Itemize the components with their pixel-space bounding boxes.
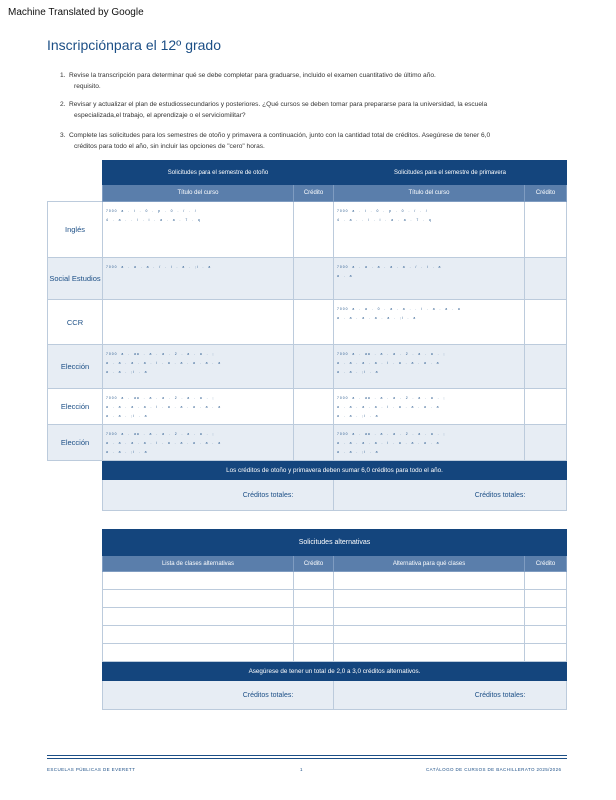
alternate-class-cell[interactable]: [103, 572, 294, 590]
spring-semester-header: Solicitudes para el semestre de primavera: [334, 161, 567, 185]
machine-translated-label: Machine Translated by Google: [8, 7, 144, 18]
footer-rule: [47, 755, 567, 756]
page-title: Inscripciónpara el 12º grado: [47, 37, 221, 53]
row-label-social-studies: Social Estudios: [48, 258, 103, 300]
fall-course-cell[interactable]: 7000 a . i . 0 . p . 0 . / . / 4 . a . . / . i . a . a . 7 . q: [103, 202, 294, 258]
instruction-text-cont: especializada,el trabajo, el aprendizaje o el serviciomilitar?: [74, 112, 246, 119]
table-row: [103, 626, 567, 644]
footer-page-number: 1: [300, 767, 303, 772]
instruction-number: 1.: [60, 72, 66, 79]
fall-course-cell[interactable]: 7000 a . aa . a . a . 2 . a . a . ; a . a . a . a . i . a . a . a . a . a a . a . ;i . a: [103, 345, 294, 389]
alternate-for-cell[interactable]: [334, 644, 525, 662]
spring-credit-cell[interactable]: [525, 425, 567, 461]
fall-credit-cell[interactable]: [294, 345, 334, 389]
col-alternate-list: Lista de clases alternativas: [103, 556, 294, 572]
instruction-1: [60, 70, 560, 92]
table-row: [103, 572, 567, 590]
fall-semester-header: Solicitudes para el semestre de otoño: [103, 161, 334, 185]
alternate-credit-cell[interactable]: [525, 644, 567, 662]
alternate-credit-cell[interactable]: [525, 572, 567, 590]
alternate-class-cell[interactable]: [103, 626, 294, 644]
col-credit-fall: Crédito: [294, 185, 334, 202]
col-credit: Crédito: [525, 556, 567, 572]
spring-total-label: Créditos totales:: [474, 491, 526, 499]
instruction-text: Complete las solicitudes para los semestres de otoño y primavera a continuación, junto con la cantidad total de créditos. Asegúrese de tener 6,0: [69, 132, 491, 139]
alternates-total-label: Créditos totales:: [242, 691, 294, 699]
alternate-for-cell[interactable]: [334, 608, 525, 626]
spring-course-cell[interactable]: 7000 a . aa . a . a . 2 . a . a . ; a . a . a . a . i . a . a . a . a a . a . ;i . a: [334, 425, 525, 461]
alternate-class-cell[interactable]: [103, 644, 294, 662]
alternate-for-cell[interactable]: [334, 590, 525, 608]
table-row: [103, 644, 567, 662]
fall-total-label: Créditos totales:: [242, 491, 294, 499]
footer-district: ESCUELAS PÚBLICAS DE EVERETT: [47, 767, 136, 772]
empty-corner: [48, 185, 103, 202]
instruction-number: 3.: [60, 132, 66, 139]
alternates-total-label: Créditos totales:: [474, 691, 526, 699]
table-row: [103, 608, 567, 626]
alternate-credit-cell[interactable]: [294, 626, 334, 644]
fall-credit-cell[interactable]: [294, 258, 334, 300]
empty-corner: [48, 461, 103, 480]
col-course-title-fall: Título del curso: [103, 185, 294, 202]
fall-course-cell[interactable]: [103, 300, 294, 345]
alternates-total-right[interactable]: [334, 681, 567, 710]
spring-credit-cell[interactable]: [525, 389, 567, 425]
alternate-for-cell[interactable]: [334, 572, 525, 590]
row-label-elective-1: Elección: [48, 345, 103, 389]
fall-course-cell[interactable]: 7000 a . aa . a . a . 2 . a . a . ; a . a . a . a . i . a . a . a . a . a a . a . ;i . a: [103, 425, 294, 461]
row-label-elective-3: Elección: [48, 425, 103, 461]
alternate-credit-cell[interactable]: [294, 590, 334, 608]
col-alternate-for: Alternativa para qué clases: [334, 556, 525, 572]
fall-credit-cell[interactable]: [294, 300, 334, 345]
table-row: [48, 389, 567, 425]
spring-credit-cell[interactable]: [525, 258, 567, 300]
instruction-text: Revisar y actualizar el plan de estudiossecundarios y posteriores. ¿Qué cursos se deben tomar para prepararse para la universidad, la escuela: [69, 101, 488, 108]
col-course-title-spring: Título del curso: [334, 185, 525, 202]
col-credit: Crédito: [294, 556, 334, 572]
row-label-elective-2: Elección: [48, 389, 103, 425]
spring-credit-cell[interactable]: [525, 300, 567, 345]
row-label-english: Inglés: [48, 202, 103, 258]
instruction-number: 2.: [60, 101, 66, 108]
fall-course-cell[interactable]: 7000 a . aa . a . a . 2 . a . a . ; a . a . a . a . i . a . a . a . a . a a . a . ;i . a: [103, 389, 294, 425]
col-credit-spring: Crédito: [525, 185, 567, 202]
alternate-for-cell[interactable]: [334, 626, 525, 644]
table-row: [48, 202, 567, 258]
fall-credit-cell[interactable]: [294, 389, 334, 425]
alternate-credit-cell[interactable]: [525, 608, 567, 626]
spring-course-cell[interactable]: 7000 a . aa . a . a . 2 . a . a . ; a . a . a . a . i . a . a . a . a a . a . ;i . a: [334, 345, 525, 389]
spring-course-cell[interactable]: 7000 a . aa . a . a . 2 . a . a . ; a . a . a . a . i . a . a . a . a a . a . ;i . a: [334, 389, 525, 425]
alternates-header: Solicitudes alternativas: [103, 530, 567, 556]
credits-note: Los créditos de otoño y primavera deben sumar 6,0 créditos para todo el año.: [103, 461, 567, 480]
footer-catalog: CATÁLOGO DE CURSOS DE BACHILLERATO 2025/2026: [426, 767, 562, 772]
fall-credit-cell[interactable]: [294, 425, 334, 461]
spring-credit-cell[interactable]: [525, 202, 567, 258]
alternates-note: Asegúrese de tener un total de 2,0 a 3,0 créditos alternativos.: [103, 662, 567, 681]
table-row: [48, 345, 567, 389]
spring-course-cell[interactable]: 7000 a . a . a . a . a . / . i . a a . a: [334, 258, 525, 300]
alternate-credit-cell[interactable]: [294, 572, 334, 590]
alternates-total-left[interactable]: [103, 681, 334, 710]
alternate-class-cell[interactable]: [103, 590, 294, 608]
alternate-class-cell[interactable]: [103, 608, 294, 626]
empty-corner: [48, 480, 103, 511]
table-row: [48, 425, 567, 461]
table-row: [103, 590, 567, 608]
instruction-text-cont: requisito.: [74, 83, 101, 90]
spring-course-cell[interactable]: 7000 a . a . 0 . a . a . . i . a . a . a a . a . a . a . a . ;i . a: [334, 300, 525, 345]
alternates-table: [102, 529, 567, 710]
spring-credit-cell[interactable]: [525, 345, 567, 389]
instruction-text: Revise la transcripción para determinar qué se debe completar para graduarse, incluido el examen cuantitativo de último año.: [69, 72, 436, 79]
instruction-3: [60, 130, 560, 152]
fall-credit-cell[interactable]: [294, 202, 334, 258]
alternate-credit-cell[interactable]: [294, 644, 334, 662]
alternate-credit-cell[interactable]: [294, 608, 334, 626]
alternate-credit-cell[interactable]: [525, 590, 567, 608]
table-row: [48, 258, 567, 300]
footer-rule: [47, 758, 567, 759]
empty-corner: [48, 161, 103, 185]
alternate-credit-cell[interactable]: [525, 626, 567, 644]
fall-course-cell[interactable]: 7000 a . a . a . / . i . a . ;i . a: [103, 258, 294, 300]
requests-table: [47, 160, 567, 511]
fall-total-credits[interactable]: [103, 480, 334, 511]
instruction-text-cont: créditos para todo el año, sin incluir las opciones de "cero" horas.: [74, 143, 265, 150]
table-row: [48, 300, 567, 345]
spring-total-credits[interactable]: [334, 480, 567, 511]
instruction-2: [60, 99, 560, 121]
spring-course-cell[interactable]: 7000 a . i . 0 . p . 0 . / . / 4 . a . . / . i . a . a . 7 . q: [334, 202, 525, 258]
row-label-ccr: CCR: [48, 300, 103, 345]
